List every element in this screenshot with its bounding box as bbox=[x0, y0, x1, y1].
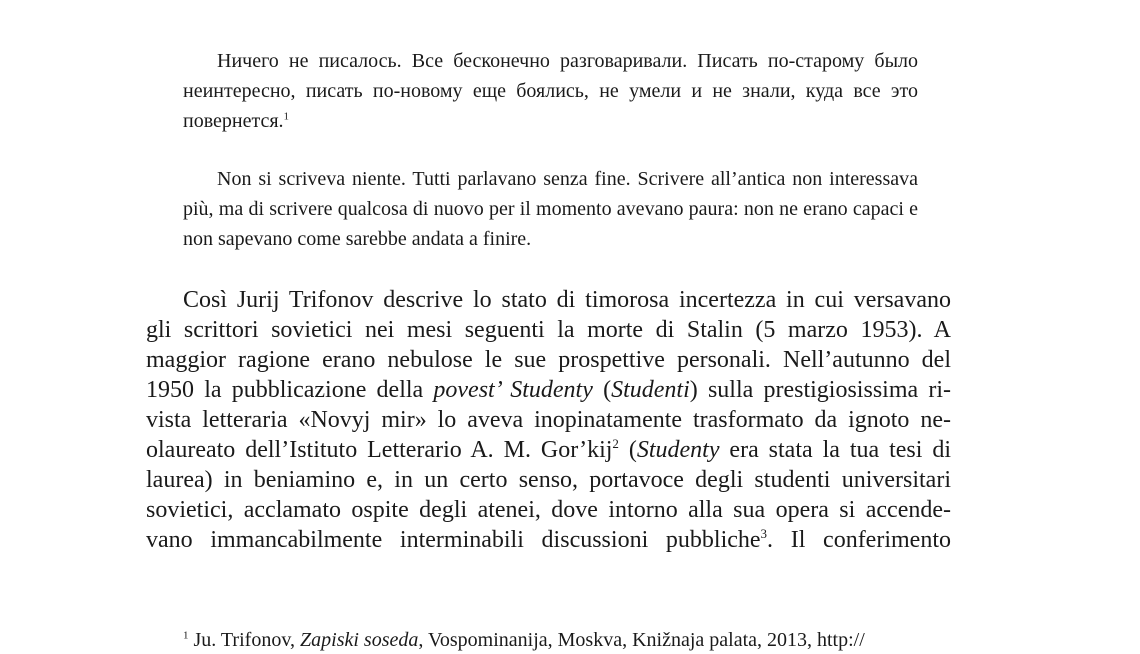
body-line: laurea) in beniamino e, in un certo senso, portavoce degli studenti universitari bbox=[146, 467, 951, 493]
footnote: $^1$ Ju. Trifonov, Zapiski soseda, Vospominanija, Moskva, Knižnaja palata, 2013, http:// bbox=[183, 629, 865, 651]
body-line: sovietici, acclamato ospite degli atenei, dove intorno alla sua opera si accende- bbox=[146, 497, 951, 523]
footnote-number: 1 bbox=[183, 629, 189, 642]
footnote-ref-2[interactable]: 2 bbox=[612, 436, 619, 451]
italian-epigraph-text: Non si scriveva niente. Tutti parlavano senza fine. Scrivere all’antica non interessava più, ma di scrivere qualcosa di nuovo per il momento avevano paura: non ne erano capaci e non sapevano come sarebbe andata a finire. bbox=[183, 168, 918, 250]
body-paragraph bbox=[146, 285, 951, 555]
russian-epigraph-text: Ничего не писалось. Все бесконечно разговаривали. Писать по-старому было неинтересно, писать по-новому еще боялись, не умели и не знали, куда все это повернется. bbox=[183, 50, 918, 132]
italic-title: Studenti bbox=[611, 377, 690, 403]
body-line: vano immancabilmente interminabili discussioni pubbliche$^3$. Il conferimento bbox=[146, 526, 951, 553]
italic-title: povest’ Studenty bbox=[433, 377, 593, 403]
russian-epigraph bbox=[183, 46, 918, 136]
body-line: maggior ragione erano nebulose le sue prospettive personali. Nell’autunno del bbox=[146, 347, 951, 373]
footnote-ref-3[interactable]: 3 bbox=[760, 526, 768, 541]
italic-title: Zapiski soseda bbox=[300, 629, 419, 651]
body-line: vista letteraria «Novyj mir» lo aveva inopinatamente trasformato da ignoto ne- bbox=[146, 407, 951, 433]
body-line: 1950 la pubblicazione della povest’ Studenty (Studenti) sulla prestigiosissima ri- bbox=[146, 377, 951, 403]
italian-epigraph bbox=[183, 164, 918, 254]
body-line: olaureato dell’Istituto Letterario A. M. Gor’kij$^2$ (Studenty era stata la tua tesi di bbox=[146, 436, 952, 463]
body-line: Così Jurij Trifonov descrive lo stato di timorosa incertezza in cui versavano bbox=[183, 287, 951, 313]
footnote-ref-1[interactable]: 1 bbox=[283, 110, 290, 123]
italic-title: Studenty bbox=[636, 437, 720, 463]
body-line: gli scrittori sovietici nei mesi seguenti la morte di Stalin (5 marzo 1953). A bbox=[146, 317, 951, 343]
